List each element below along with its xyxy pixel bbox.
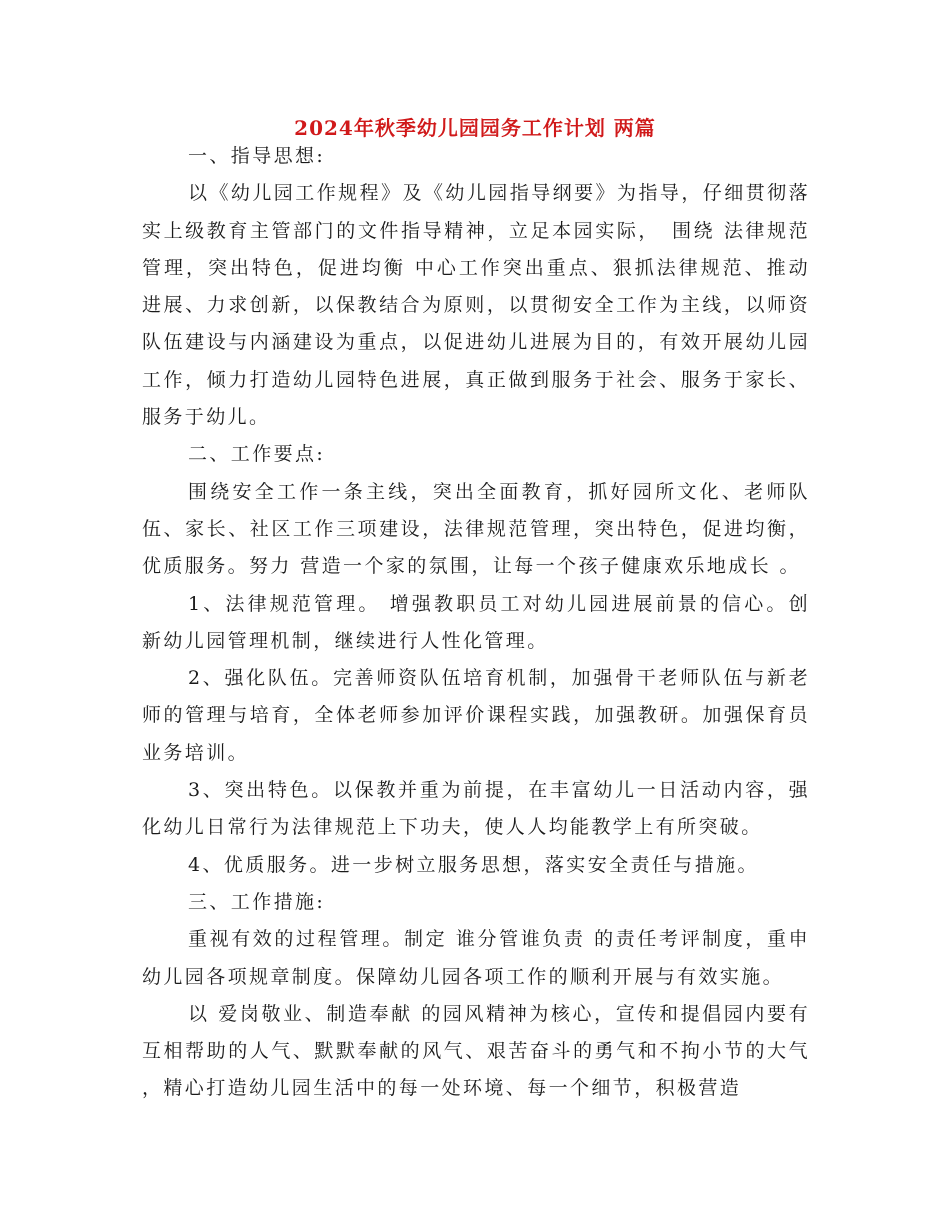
- heading-guiding-ideology: 一、指导思想:: [188, 145, 326, 167]
- item-quality-service: 4、优质服务。进一步树立服务思想，落实安全责任与措施。: [188, 853, 759, 876]
- heading-work-points: 二、工作要点:: [188, 443, 326, 466]
- document-body: [142, 138, 810, 1108]
- item-highlight-features: 3、突出特色。以保教并重为前提，在丰富幼儿一日活动内容，强化幼儿日常行为法律规范上下功夫，使人人均能教学上有所突破。: [142, 779, 810, 839]
- paragraph-work-points: 围绕安全工作一条主线，突出全面教育，抓好园所文化、老师队伍、家长、社区工作三项建设，法律规范管理，突出特色，促进均衡，优质服务。努力 营造一个家的氛围，让每一个孩子健康欢乐地成长 。: [142, 480, 810, 578]
- paragraph-guiding-ideology: 以《幼儿园工作规程》及《幼儿园指导纲要》为指导，仔细贯彻落实上级教育主管部门的文件指导精神，立足本园实际， 围绕 法律规范管理，突出特色，促进均衡 中心工作突出重点、狠抓法律规范、推动进展、力求创新，以保教结合为原则，以贯彻安全工作为主线，以师资队伍建设与内涵建设为重点，以促进幼儿进展为目的，有效开展幼儿园工作，倾力打造幼儿园特色进展，真正做到服务于社会、服务于家长、服务于幼儿。: [142, 182, 810, 429]
- item-standardized-management: 1、法律规范管理。 增强教职员工对幼儿园进展前景的信心。创新幼儿园管理机制，继续进行人性化管理。: [142, 592, 810, 652]
- heading-work-measures: 三、工作措施:: [188, 890, 326, 913]
- paragraph-campus-spirit: 以 爱岗敬业、制造奉献 的园风精神为核心，宣传和提倡园内要有 互相帮助的人气、默默奉献的风气、艰苦奋斗的勇气和不拘小节的大气 ，精心打造幼儿园生活中的每一处环境、每一个细节，积极营造: [142, 1002, 810, 1100]
- document-title: 2024年秋季幼儿园园务工作计划 两篇: [294, 116, 656, 140]
- paragraph-process-management: 重视有效的过程管理。制定 谁分管谁负责 的责任考评制度，重申幼儿园各项规章制度。保障幼儿园各项工作的顺利开展与有效实施。: [142, 928, 810, 988]
- item-strengthen-team: 2、强化队伍。完善师资队伍培育机制，加强骨干老师队伍与新老师的管理与培育，全体老师参加评价课程实践，加强教研。加强保育员业务培训。: [142, 667, 810, 764]
